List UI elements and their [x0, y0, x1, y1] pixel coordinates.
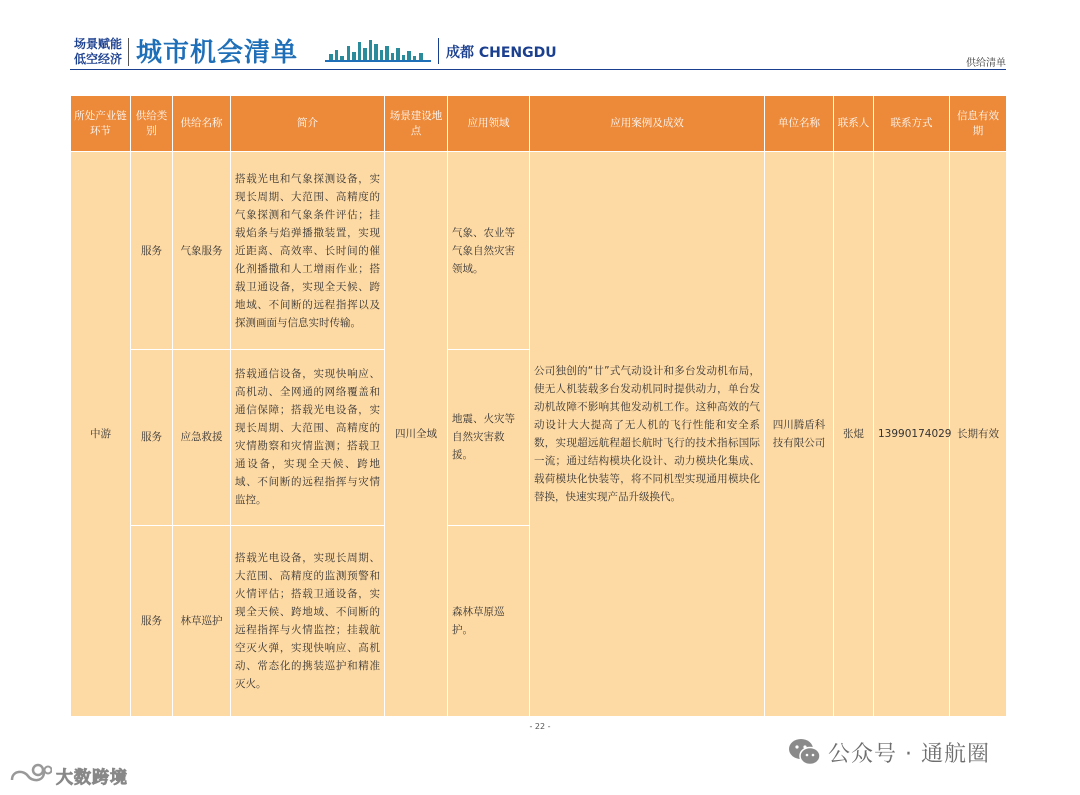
watermark-text: 公众号 · 通航圈 [828, 741, 990, 767]
table-row [71, 152, 1007, 350]
location-cell: 四川全域 [385, 152, 448, 717]
field-cell: 地震、火灾等自然灾害救援。 [448, 350, 530, 525]
header-cell: 供给名称 [173, 96, 231, 152]
supply-name-cell: 应急救援 [173, 350, 231, 525]
field-cell: 森林草原巡护。 [448, 525, 530, 716]
header-cell: 供给类别 [131, 96, 173, 152]
table-header-row [71, 96, 1007, 152]
category-cell: 服务 [131, 350, 173, 525]
supply-table [70, 95, 1007, 717]
header-cell: 应用案例及成效 [530, 96, 765, 152]
header-cell: 简介 [231, 96, 385, 152]
brand-line-1: 场景赋能 [73, 37, 122, 51]
brand-divider [128, 38, 129, 66]
header-cell: 单位名称 [765, 96, 834, 152]
city-name: 成都 CHENGDU [446, 45, 557, 61]
company-cell: 四川腾盾科技有限公司 [765, 152, 834, 717]
header-rule [70, 69, 1006, 70]
contact-cell: 张焜 [834, 152, 874, 717]
intro-cell: 搭载光电设备，实现长周期、大范围、高精度的监测预警和火情评估；搭载卫通设备，实现全天候、跨地域、不间断的远程指挥与火情监控；挂载航空灭火弹，实现快响应、高机动、常态化的携装巡护和精准灭火。 [231, 525, 385, 716]
city-divider [438, 38, 439, 64]
intro-cell: 搭载光电和气象探测设备，实现长周期、大范围、高精度的气象探测和气象条件评估；挂载焰条与焰弹播撒装置，实现近距离、高效率、长时间的催化剂播撒和人工增雨作业；搭载卫通设备，实现全天候、跨地域、不间断的远程指挥以及探测画面与信息实时传输。 [231, 152, 385, 350]
infinity-logo-icon [8, 762, 52, 788]
category-cell: 服务 [131, 525, 173, 716]
validity-cell: 长期有效 [950, 152, 1007, 717]
supply-name-cell: 林草巡护 [173, 525, 231, 716]
wechat-watermark [788, 734, 990, 770]
industry-stage-cell: 中游 [71, 152, 131, 717]
section-label: 供给清单 [966, 58, 1006, 69]
intro-cell: 搭载通信设备，实现快响应、高机动、全网通的网络覆盖和通信保障；搭载光电设备，实现长周期、大范围、高精度的灾情勘察和灾情监测；搭载卫通设备，实现全天候、跨地域、不间断的远程指挥与灾情监控。 [231, 350, 385, 525]
brand-line-2: 低空经济 [73, 52, 122, 66]
header-cell: 联系方式 [874, 96, 950, 152]
case-cell: 公司独创的“廿”式气动设计和多台发动机布局，使无人机装载多台发动机同时提供动力，单台发动机故障不影响其他发动机工作。这种高效的气动设计大大提高了无人机的飞行性能和安全系数，实现超远航程超长航时飞行的技术指标国际一流；通过结构模块化设计、动力模块化集成、载荷模块化快装等，将不同机型实现通用模块化替换，快速实现产品升级换代。 [530, 152, 765, 717]
watermark-text: 大数跨境 [56, 767, 128, 788]
page-number: - 22 - [529, 722, 551, 731]
phone-cell: 13990174029 [874, 152, 950, 717]
brand-tagline [70, 37, 126, 67]
header-cell: 应用领域 [448, 96, 530, 152]
header-cell: 信息有效期 [950, 96, 1007, 152]
supply-name-cell: 气象服务 [173, 152, 231, 350]
category-cell: 服务 [131, 152, 173, 350]
wechat-icon [788, 737, 822, 767]
document-title: 城市机会清单 [136, 38, 299, 68]
city-skyline-logo [325, 38, 431, 64]
header-cell: 场景建设地点 [385, 96, 448, 152]
page-header [70, 30, 1006, 72]
source-watermark [8, 760, 128, 790]
header-cell: 所处产业链环节 [71, 96, 131, 152]
header-cell: 联系人 [834, 96, 874, 152]
field-cell: 气象、农业等气象自然灾害领域。 [448, 152, 530, 350]
